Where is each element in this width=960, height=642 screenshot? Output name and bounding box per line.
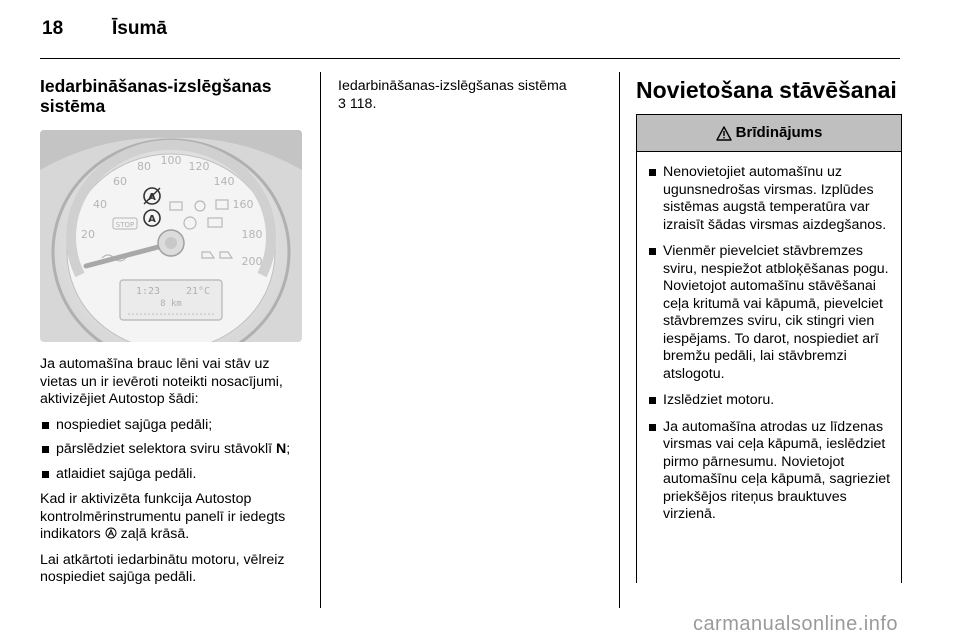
- step-text: atlaidiet sajūga pedāli.: [56, 465, 197, 482]
- autostop-indicator-icon: [105, 527, 117, 539]
- warning-label: Brīdinājums: [735, 124, 823, 142]
- warning-text: Ja automašīna atrodas uz līdzenas virsmas vai ceļa kāpumā, ieslēdziet pirmo pārnesumu. Novietojot automašīnu ceļa kāpumā, sagrieziet priekšējos riteņus brauktuves virzienā.: [663, 418, 891, 522]
- instrument-cluster-illustration: [40, 130, 302, 342]
- instrument-cluster-figure: [40, 130, 302, 342]
- warning-text: Nenovietojiet automašīnu uz ugunsnedrošas virsmas. Izplūdes sistēmas augstā temperatūra var izraisīt šādas virsmas aizdegšanos.: [663, 164, 887, 233]
- column-left: [40, 72, 308, 595]
- list-item: [647, 419, 891, 524]
- speed-tick: 20: [81, 228, 95, 241]
- indicator-paragraph: [40, 491, 308, 544]
- step-text: pārslēdziet selektora sviru stāvoklī: [56, 441, 276, 457]
- cross-reference: [338, 78, 606, 113]
- list-item: [647, 164, 891, 234]
- speed-tick: 160: [232, 198, 254, 211]
- warning-list: [647, 164, 891, 524]
- warning-text: Izslēdziet motoru.: [663, 392, 775, 408]
- warning-box: [636, 114, 902, 583]
- autostop-heading: Iedarbināšanas-izslēgšanas sistēma: [40, 76, 272, 116]
- speed-tick: 40: [93, 198, 107, 211]
- reference-page-link[interactable]: 3 118.: [338, 95, 377, 112]
- svg-text:A: A: [148, 214, 156, 225]
- step-text: nospiediet sajūga pedāli;: [56, 416, 213, 433]
- speed-tick: 140: [213, 175, 235, 188]
- gear-n-label: N: [276, 441, 287, 457]
- column-middle: [338, 72, 606, 113]
- display-time: 1:23: [135, 286, 161, 297]
- display-temp: 21°C: [185, 286, 211, 297]
- column-divider: [619, 72, 620, 608]
- warning-text: Vienmēr pievelciet stāvbremzes sviru, nespiežot atbloķēšanas pogu. Novietojot automašīnu stāvēšanai ceļa kritumā vai kāpumā, pievelciet stāvbremzes sviru, cik stingri vien iespējams. To darot, nospiediet arī bremžu pedāli, lai stāvbremzi atslogotu.: [663, 243, 889, 382]
- parking-heading: Novietošana stāvēšanai: [636, 77, 897, 103]
- autostop-intro: Ja automašīna brauc lēni vai stāv uz vietas un ir ievēroti noteikti nosacījumi, aktivizējiet Autostop šādi:: [40, 356, 283, 407]
- list-item: [40, 441, 308, 459]
- speed-tick: 100: [160, 154, 182, 167]
- speed-tick: 80: [137, 160, 151, 173]
- warning-triangle-icon: [716, 126, 732, 141]
- stop-label: STOP: [115, 221, 135, 229]
- indicator-text: Kad ir aktivizēta funkcija Autostop kontrolmērinstrumentu panelī ir iedegts indikators: [40, 491, 286, 542]
- warning-body: [637, 152, 901, 524]
- svg-text:A: A: [148, 192, 156, 203]
- list-item: [647, 392, 891, 410]
- restart-paragraph: Lai atkārtoti iedarbinātu motoru, vēlreiz nospiediet sajūga pedāli.: [40, 551, 285, 585]
- page-number: 18: [42, 18, 64, 39]
- indicator-text-end: zaļā krāsā.: [116, 526, 190, 542]
- watermark: carmanualsonline.info: [692, 613, 898, 635]
- step-text-end: ;: [286, 441, 291, 457]
- warning-header: [637, 115, 901, 152]
- list-item: [40, 417, 308, 435]
- section-title: Īsumā: [112, 18, 167, 39]
- speed-tick: 180: [241, 228, 263, 241]
- header-divider: [40, 58, 900, 59]
- speed-tick: 200: [241, 255, 263, 268]
- reference-title: Iedarbināšanas-izslēgšanas sistēma: [338, 78, 567, 94]
- list-item: [40, 466, 308, 484]
- autostop-steps: [40, 417, 308, 484]
- column-divider: [320, 72, 321, 608]
- speed-tick: 120: [188, 160, 210, 173]
- page-header: [42, 18, 167, 48]
- list-item: [647, 243, 891, 383]
- column-right: [636, 72, 902, 583]
- speed-tick: 60: [113, 175, 127, 188]
- display-distance: 8 km: [160, 299, 182, 309]
